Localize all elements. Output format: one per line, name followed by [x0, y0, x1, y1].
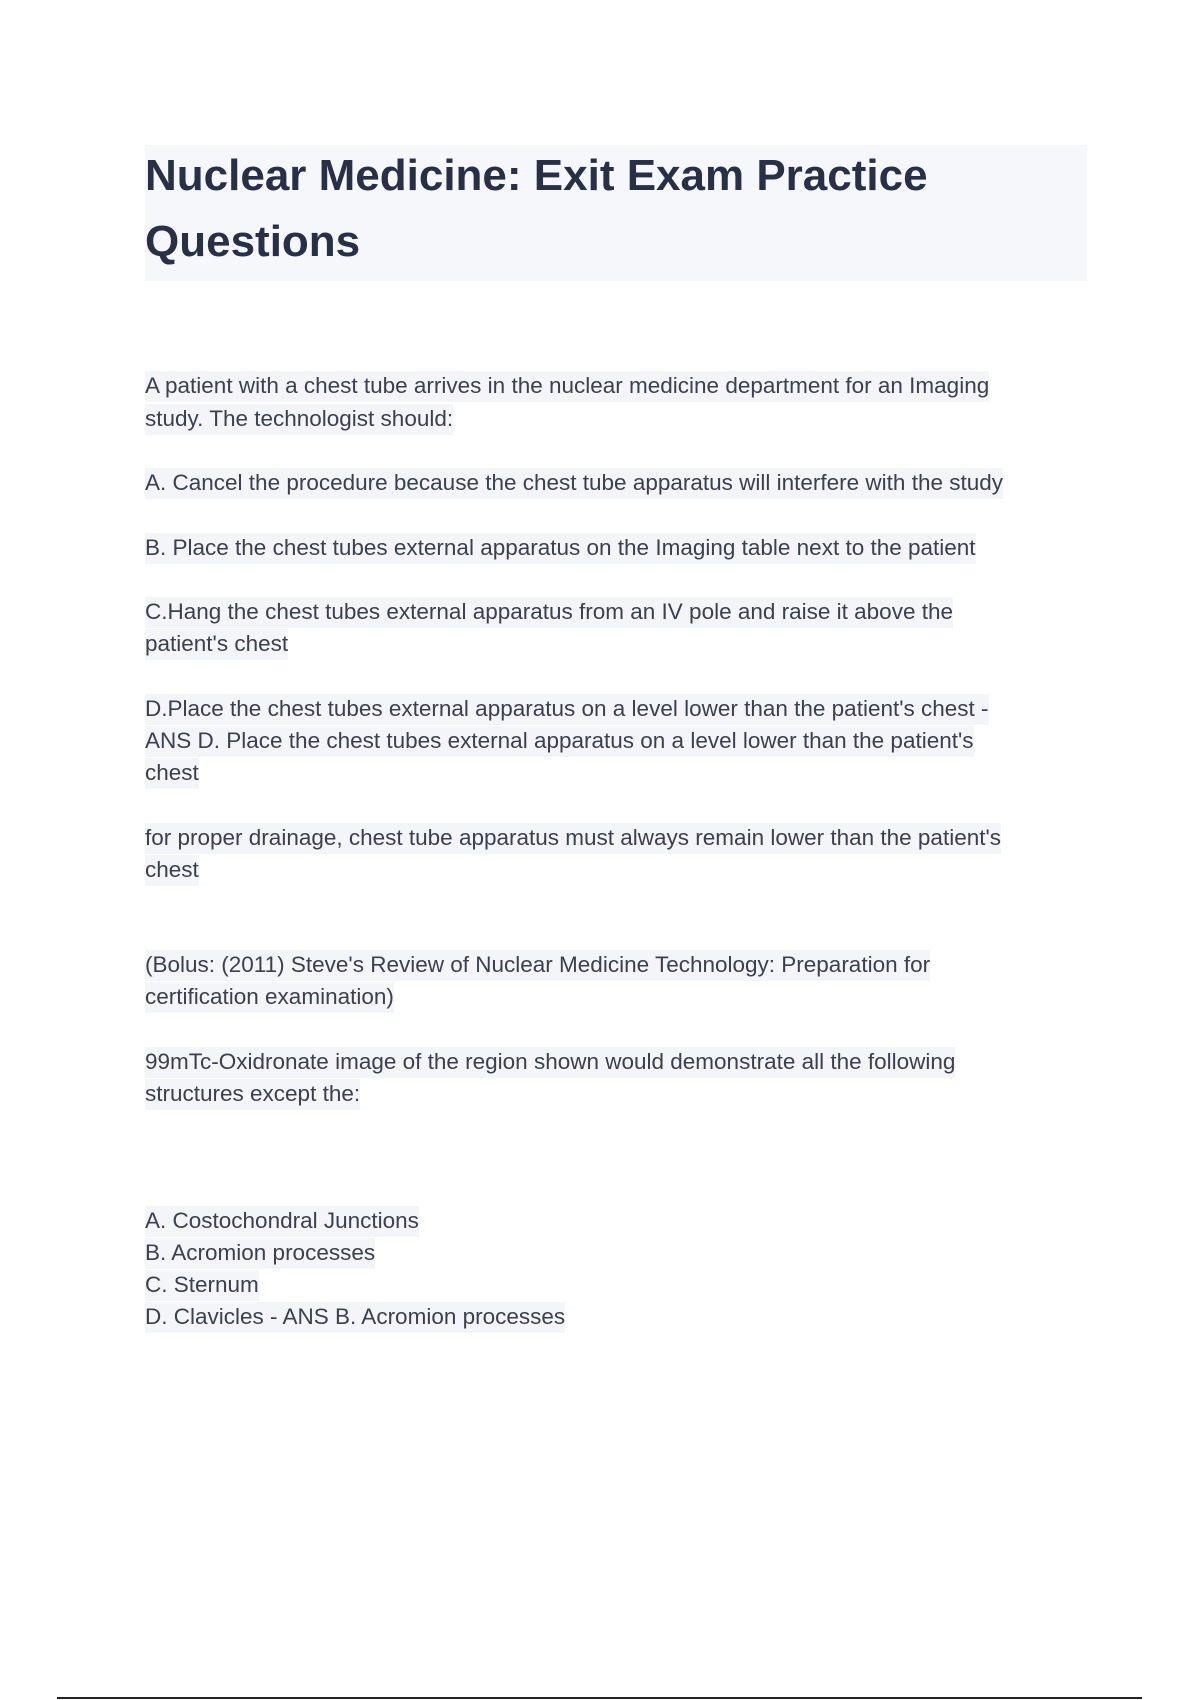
question-2-option-a — [145, 1210, 419, 1233]
question-1-option-b-text: B. Place the chest tubes external apparatus on the Imaging table next to the patient — [145, 533, 976, 564]
question-1-option-d-line-1: D.Place the chest tubes external apparatus on a level lower than the patient's chest - — [145, 694, 989, 725]
question-1-answer-line-2: chest — [145, 758, 199, 789]
question-1-rationale — [145, 827, 1001, 850]
question-1-option-c-cont — [145, 633, 288, 656]
question-2-option-a-text: A. Costochondral Junctions — [145, 1206, 419, 1237]
question-2-option-c-text: C. Sternum — [145, 1270, 259, 1301]
question-1-answer-cont — [145, 762, 199, 785]
question-1-option-a-text: A. Cancel the procedure because the chest tube apparatus will interfere with the study — [145, 468, 1003, 499]
question-1-answer-line: ANS D. Place the chest tubes external apparatus on a level lower than the patient's — [145, 726, 974, 757]
question-2-option-b-text: B. Acromion processes — [145, 1238, 375, 1269]
question-1-rationale-line-1: for proper drainage, chest tube apparatus must always remain lower than the patient's — [145, 823, 1001, 854]
question-2-stem-cont — [145, 1083, 360, 1106]
document-title — [145, 145, 1087, 281]
question-1-stem-cont — [145, 408, 453, 431]
question-1-option-a — [145, 472, 1003, 495]
question-1-option-b — [145, 537, 976, 560]
question-1-reference-line-2: certification examination) — [145, 982, 394, 1013]
question-1-stem — [145, 375, 989, 398]
question-1-answer — [145, 730, 974, 753]
question-2-stem-line-2: structures except the: — [145, 1079, 360, 1110]
question-1-rationale-line-2: chest — [145, 855, 199, 886]
question-2-stem — [145, 1051, 955, 1074]
question-2-option-c — [145, 1274, 259, 1297]
question-2-option-b — [145, 1242, 375, 1265]
question-1-stem-line-2: study. The technologist should: — [145, 404, 453, 435]
question-1-stem-line-1: A patient with a chest tube arrives in the nuclear medicine department for an Imaging — [145, 371, 989, 402]
footer-divider — [57, 1697, 1142, 1699]
question-2-option-d-text: D. Clavicles - ANS B. Acromion processes — [145, 1302, 565, 1333]
question-1-reference — [145, 954, 930, 977]
question-1-option-c — [145, 601, 953, 624]
question-1-option-c-line-2: patient's chest — [145, 629, 288, 660]
question-1-option-c-line-1: C.Hang the chest tubes external apparatus from an IV pole and raise it above the — [145, 597, 953, 628]
question-1-reference-cont — [145, 986, 394, 1009]
title-line-2: Questions — [145, 217, 361, 266]
question-2-option-d — [145, 1306, 565, 1329]
question-1-reference-line-1: (Bolus: (2011) Steve's Review of Nuclear Medicine Technology: Preparation for — [145, 950, 930, 981]
question-2-stem-line-1: 99mTc-Oxidronate image of the region shown would demonstrate all the following — [145, 1047, 955, 1078]
title-line-1: Nuclear Medicine: Exit Exam Practice — [145, 151, 928, 200]
question-1-rationale-cont — [145, 859, 199, 882]
question-1-option-d — [145, 698, 989, 721]
